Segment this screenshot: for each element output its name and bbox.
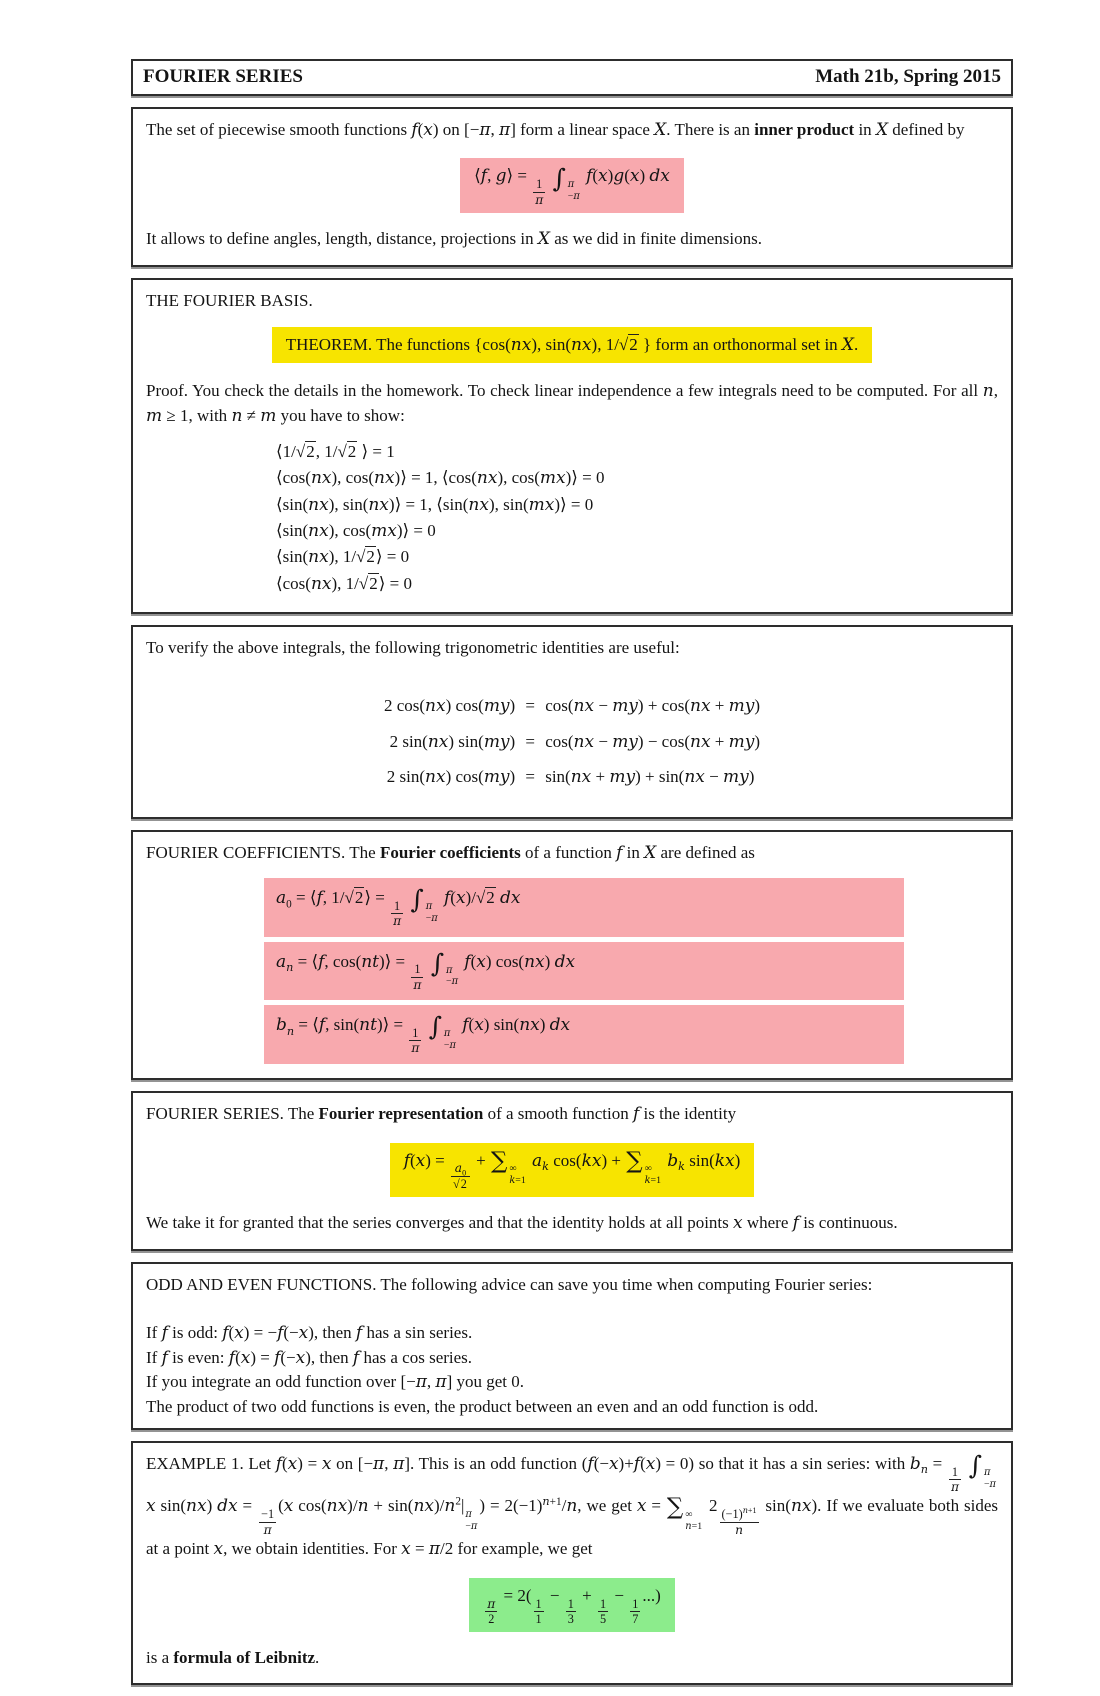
integral-line: ⟨1/√2, 1/√2 ⟩ = 1 <box>276 442 395 462</box>
example-outro: is a formula of Leibnitz. <box>146 1648 320 1668</box>
identities-grid <box>146 694 998 790</box>
identity-rhs: sin(nx + my) + sin(nx − my) <box>545 767 755 788</box>
identity-lhs: 2 cos(nx) cos(my) <box>383 695 516 716</box>
advice-line: The product of two odd functions is even, the product between an even and an odd function is odd. <box>146 1397 819 1417</box>
series-formula-wrap <box>146 1143 998 1198</box>
coefficient-row-an: $a_n$ = ⟨f, cos(nt)⟩ = $\frac{1}{\pi}$ ∫ π −π f(x) cos(nx) dx <box>264 942 904 1001</box>
integral-line: ⟨cos(nx), 1/√2⟩ = 0 <box>276 573 412 594</box>
fourier-basis-box <box>131 278 1013 614</box>
basis-section-title: THE FOURIER BASIS. <box>146 290 313 310</box>
example-paragraph: EXAMPLE 1. Let f(x) = x on [−π, π]. This is an odd function (f(−x)+f(x) = 0) so that it has a sin series: with $b_n$ = $\frac{1}{\pi}$ ∫ π −π x sin(nx) dx = $\frac{-1}{\pi}$ (x $\cos(nx)/n + \sin(nx)/n^2|$ π −π ) = $2(-1)^{n+1}/n$, we get x = ∑ ∞ n=1 2 $\frac{(-1)^{n+1}}{n}$ sin(nx). If we evaluate both sides at a point x, we obtain identities. For x = π/2 for example, we get <box>146 1451 998 1560</box>
coefficient-rows <box>146 878 998 1064</box>
intro-box <box>131 107 1013 267</box>
integral-line: ⟨sin(nx), cos(mx)⟩ = 0 <box>276 521 436 542</box>
equals-sign: = <box>525 731 536 751</box>
odd-even-box <box>131 1262 1013 1430</box>
series-formula: f(x) = $\frac{a_0}{√2}$ + ∑ ∞ k=1 $a_k$ cos(kx) + ∑ ∞ k=1 $b_k$ sin(kx) <box>390 1143 755 1198</box>
integral-line: ⟨sin(nx), 1/√2⟩ = 0 <box>276 547 410 568</box>
course-label: Math 21b, Spring 2015 <box>815 66 1001 87</box>
leibnitz-formula-wrap <box>146 1578 998 1633</box>
advice-line: If you integrate an odd function over [−π, π] you get 0. <box>146 1372 525 1393</box>
integral-line: ⟨cos(nx), cos(nx)⟩ = 1, ⟨cos(nx), cos(mx)⟩ = 0 <box>276 468 605 489</box>
series-title: FOURIER SERIES. The Fourier representation of a smooth function f is the identity <box>146 1103 737 1124</box>
equals-sign: = <box>525 695 536 715</box>
theorem-highlight: THEOREM. The functions {cos(nx), sin(nx), 1/√2 } form an orthonormal set in X. <box>272 327 873 364</box>
advice-line: If f is even: f(x) = f(−x), then f has a cos series. <box>146 1347 473 1368</box>
intro-note: It allows to define angles, length, distance, projections in X as we did in finite dimensions. <box>146 229 762 250</box>
inner-product-formula: ⟨f, g⟩ = $\frac{1}{\pi}$ ∫ π −π f(x)g(x) dx <box>460 158 684 213</box>
identity-lhs: 2 sin(nx) cos(my) <box>386 767 516 788</box>
leibnitz-formula: $\frac{\pi}{2}$ = 2( $\frac{1}{1}$ − $\frac{1}{3}$ + $\frac{1}{5}$ − $\frac{1}{7}$ ...) <box>469 1578 675 1633</box>
coefficient-row-bn: $b_n$ = ⟨f, sin(nt)⟩ = $\frac{1}{\pi}$ ∫ π −π f(x) sin(nx) dx <box>264 1005 904 1064</box>
header-box <box>131 59 1013 96</box>
coefficients-box <box>131 830 1013 1079</box>
identity-lhs: 2 sin(nx) sin(my) <box>389 731 516 752</box>
integral-line: ⟨sin(nx), sin(nx)⟩ = 1, ⟨sin(nx), sin(mx)⟩ = 0 <box>276 494 594 515</box>
equals-sign: = <box>525 767 536 787</box>
intro-paragraph: The set of piecewise smooth functions f(x) on [−π, π] form a linear space X. There is an inner product in X defined by <box>146 119 965 140</box>
advice-line: If f is odd: f(x) = −f(−x), then f has a sin series. <box>146 1322 473 1343</box>
example-box <box>131 1441 1013 1685</box>
identity-rhs: cos(nx − my) − cos(nx + my) <box>545 731 761 752</box>
coefficient-row-a0: $a_0$ = ⟨f, 1/√2⟩ = $\frac{1}{\pi}$ ∫ π −π f(x)/√2 dx <box>264 878 904 937</box>
integral-list <box>276 439 998 597</box>
identities-intro: To verify the above integrals, the following trigonometric identities are useful: <box>146 638 680 658</box>
spacer <box>146 1297 998 1321</box>
identities-box <box>131 625 1013 819</box>
series-box <box>131 1091 1013 1251</box>
series-note: We take it for granted that the series converges and that the identity holds at all points x where f is continuous. <box>146 1213 898 1234</box>
document-title: FOURIER SERIES <box>143 66 303 87</box>
proof-paragraph: Proof. You check the details in the homework. To check linear independence a few integrals need to be computed. For all n, m ≥ 1, with n ≠ m you have to show: <box>146 381 998 427</box>
theorem-wrap <box>146 327 998 364</box>
document-page <box>131 0 1013 1685</box>
coefficients-title: FOURIER COEFFICIENTS. The Fourier coefficients of a function f in X are defined as <box>146 843 755 864</box>
odd-even-title: ODD AND EVEN FUNCTIONS. The following advice can save you time when computing Fourier series: <box>146 1274 873 1294</box>
inner-product-formula-wrap <box>146 158 998 213</box>
identity-rhs: cos(nx − my) + cos(nx + my) <box>545 695 761 716</box>
